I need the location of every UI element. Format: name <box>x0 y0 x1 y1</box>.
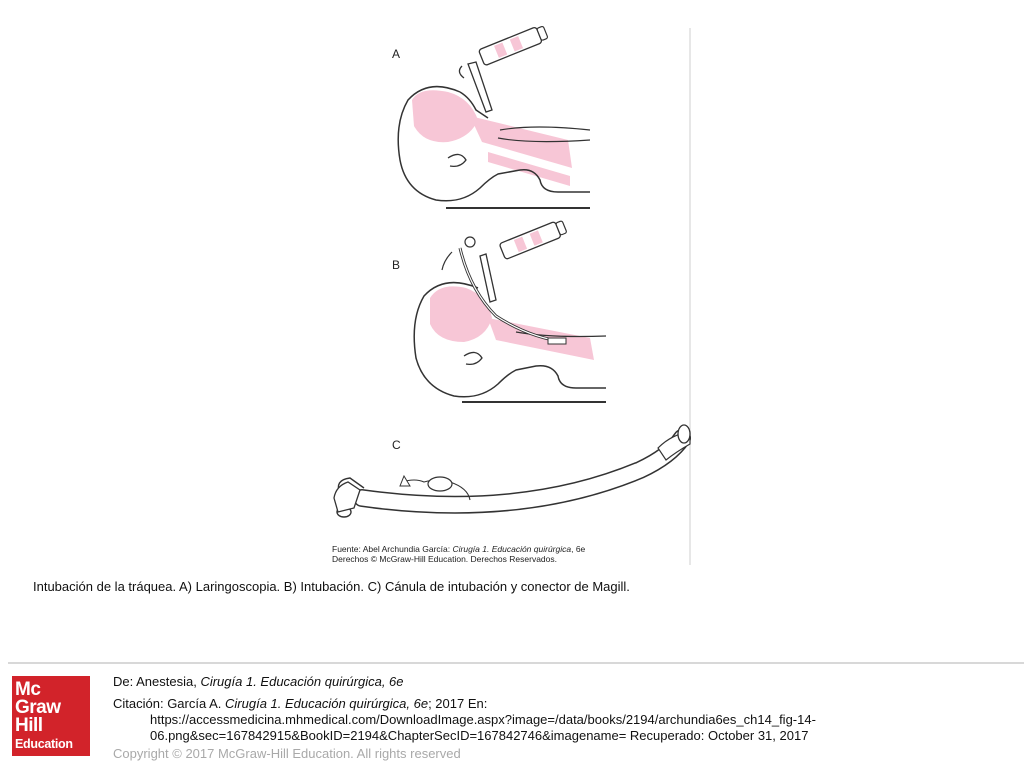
logo-line-2: Graw <box>15 697 61 718</box>
citation-url-line-2[interactable]: 06.png&sec=167842915&BookID=2194&ChapterSecID=167842746&imagename= Recuperado: October 31, 2017 <box>150 728 809 743</box>
intubation-illustration <box>320 20 700 565</box>
panel-a-letter: A <box>392 47 401 61</box>
citation-line: Citación: García A. Cirugía 1. Educación quirúrgica, 6e; 2017 En: <box>113 696 488 711</box>
logo-line-1: Mc <box>15 679 41 700</box>
source-book-line: De: Anestesia, Cirugía 1. Educación quirúrgica, 6e <box>113 674 404 689</box>
panel-a-laryngoscopy <box>392 24 590 208</box>
panel-c-letter: C <box>392 438 401 452</box>
figure-caption: Intubación de la tráquea. A) Laringoscopia. B) Intubación. C) Cánula de intubación y conector de Magill. <box>33 579 630 594</box>
citation-block <box>113 674 816 744</box>
footer-divider <box>8 662 1024 664</box>
copyright-notice: Copyright © 2017 McGraw-Hill Education. All rights reserved <box>113 746 461 761</box>
citation-url-line-1[interactable]: https://accessmedicina.mhmedical.com/DownloadImage.aspx?image=/data/books/2194/archundia6es_ch14_fig-14- <box>150 712 816 727</box>
mcgraw-hill-education-logo <box>12 676 90 756</box>
logo-line-3: Hill <box>15 715 43 736</box>
intubation-figure <box>320 20 700 565</box>
panel-b-intubation <box>392 219 606 402</box>
logo-line-4: Education <box>15 737 73 751</box>
panel-c-tube-connector <box>332 425 690 564</box>
panel-b-letter: B <box>392 258 401 272</box>
figure-source-line2: Derechos © McGraw-Hill Education. Derechos Reservados. <box>332 554 557 564</box>
figure-source-line1: Fuente: Abel Archundia García: Cirugía 1. Educación quirúrgica, 6e <box>332 544 586 554</box>
